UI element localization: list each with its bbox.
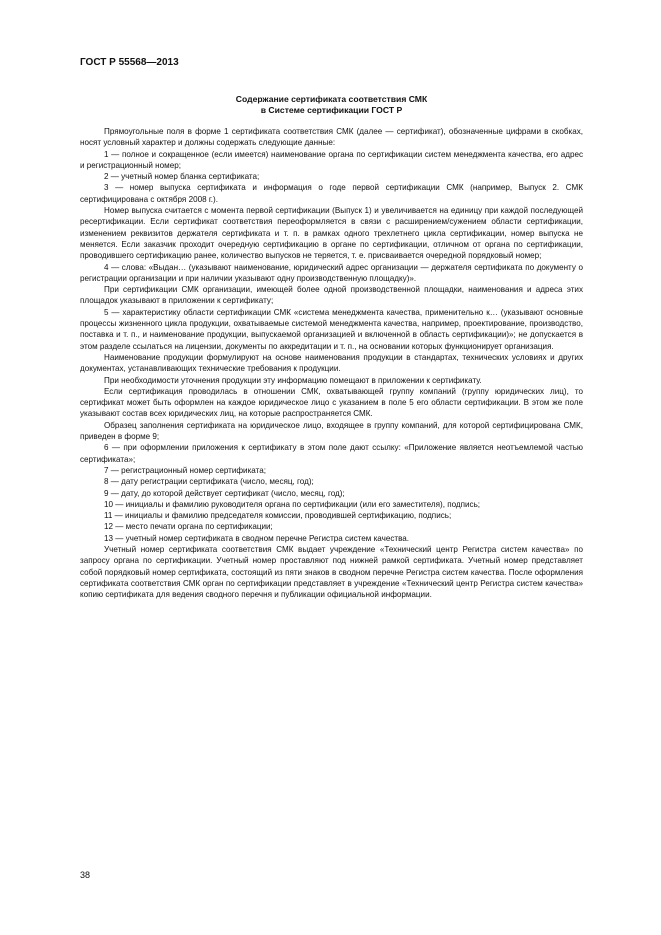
paragraph: 9 — дату, до которой действует сертификат (число, месяц, год); [104, 488, 345, 498]
paragraph: 7 — регистрационный номер сертификата; [104, 465, 266, 475]
paragraph: 10 — инициалы и фамилию руководителя органа по сертификации (или его заместителя), подпись; [104, 499, 481, 509]
paragraph: 11 — инициалы и фамилию председателя комиссии, проводившей сертификацию, подпись; [104, 511, 452, 521]
paragraph: 3 — номер выпуска сертификата и информация о годе первой сертификации СМК (например, Выпуск 2. СМК сертифицирована с октября 2008 г.). [80, 183, 583, 204]
section-title-line-2: в Системе сертификации ГОСТ Р [260, 105, 403, 115]
paragraph: Учетный номер сертификата соответствия СМК выдает учреждение «Технический центр Регистра систем качества» по запросу органа по сертификации. Учетный номер проставляют под нижней рамкой сертификата. Учетный номер представляет собой порядковый номер сертификата, состоящий из пяти знаков в сводном перечне Регистра систем качества. После оформления сертификата соответствия СМК орган по сертификации представляет в учреждение «Технический центр Регистра систем качества» копию сертификата для ведения сводного перечня и публикации официальной информации. [80, 544, 583, 600]
paragraph: 2 — учетный номер бланка сертификата; [104, 172, 260, 182]
paragraph: 6 — при оформлении приложения к сертификату в этом поле дают ссылку: «Приложение является неотъемлемой частью сертификата»; [80, 443, 583, 464]
paragraph: Образец заполнения сертификата на юридическое лицо, входящее в группу компаний, для которой сертифицирована СМК, приведен в форме 9; [80, 420, 583, 442]
paragraph: 5 — характеристику области сертификации СМК «система менеджмента качества, применительно к… (указывают основные процессы жизненного цикла продукции, охватываемые системой менеджмента качества, например, проектирование, производство, поставка и т. п., и наименование продукции, выпускаемой организацией и включенной в область сертификации)»; не допускается в этом разделе ссылаться на лицензии, документы по аккредитации и т. п., на основании которых функционирует организация. [80, 307, 583, 351]
paragraph: Номер выпуска считается с момента первой сертификации (Выпуск 1) и увеличивается на единицу при каждой последующей ресертификации. Если сертификат соответствия переоформляется в связи с расширением/сужением области сертификации, изменением реквизитов держателя сертификата и т. п. в рамках одного трехлетнего цикла сертификации, номер выпуска не меняется. Если заказчик проходит очередную сертификацию в органе по сертификации, отличном от органа по сертификации, проводившего сертификацию ранее, количество выпусков не теряется, т. е. присваивается очередной порядковый номер; [80, 206, 583, 261]
paragraph: 1 — полное и сокращенное (если имеется) наименование органа по сертификации систем менеджмента качества, его адрес и регистрационный номер; [80, 149, 583, 170]
paragraph: При сертификации СМК организации, имеющей более одной производственной площадки, наименования и адреса этих площадок указывают в приложении к сертификату; [80, 285, 583, 306]
section-title-line-1: Содержание сертификата соответствия СМК [235, 94, 428, 104]
section-title [80, 94, 583, 116]
paragraph: 12 — место печати органа по сертификации; [104, 522, 273, 532]
page-number: 38 [80, 870, 91, 880]
paragraph: Прямоугольные поля в форме 1 сертификата соответствия СМК (далее — сертификат), обозначенные цифрами в скобках, носят условный характер и должны содержать следующие данные: [80, 127, 583, 148]
standard-designation: ГОСТ Р 55568—2013 [80, 57, 179, 68]
paragraph: 13 — учетный номер сертификата в сводном перечне Регистра систем качества. [104, 533, 410, 543]
paragraph: При необходимости уточнения продукции эту информацию помещают в приложении к сертификату. [104, 375, 482, 385]
paragraph: Наименование продукции формулируют на основе наименования продукции в стандартах, технических условиях и других документах, устанавливающих технические требования к продукции. [80, 352, 583, 374]
paragraph: 8 — дату регистрации сертификата (число, месяц, год); [104, 477, 314, 487]
document-body [80, 126, 583, 600]
paragraph: Если сертификация проводилась в отношении СМК, охватывающей группу компаний (группу юридических лиц), то сертификат может быть оформлен на каждое юридическое лицо с указанием в поле 5 его области сертификации. В этом же поле указывают состав всех юридических лиц, на которые распространяется СМК. [80, 386, 583, 419]
paragraph: 4 — слова: «Выдан… (указывают наименование, юридический адрес организации — держателя сертификата по документу о регистрации организации и при наличии указывают одну производственную площадку)». [80, 262, 583, 283]
